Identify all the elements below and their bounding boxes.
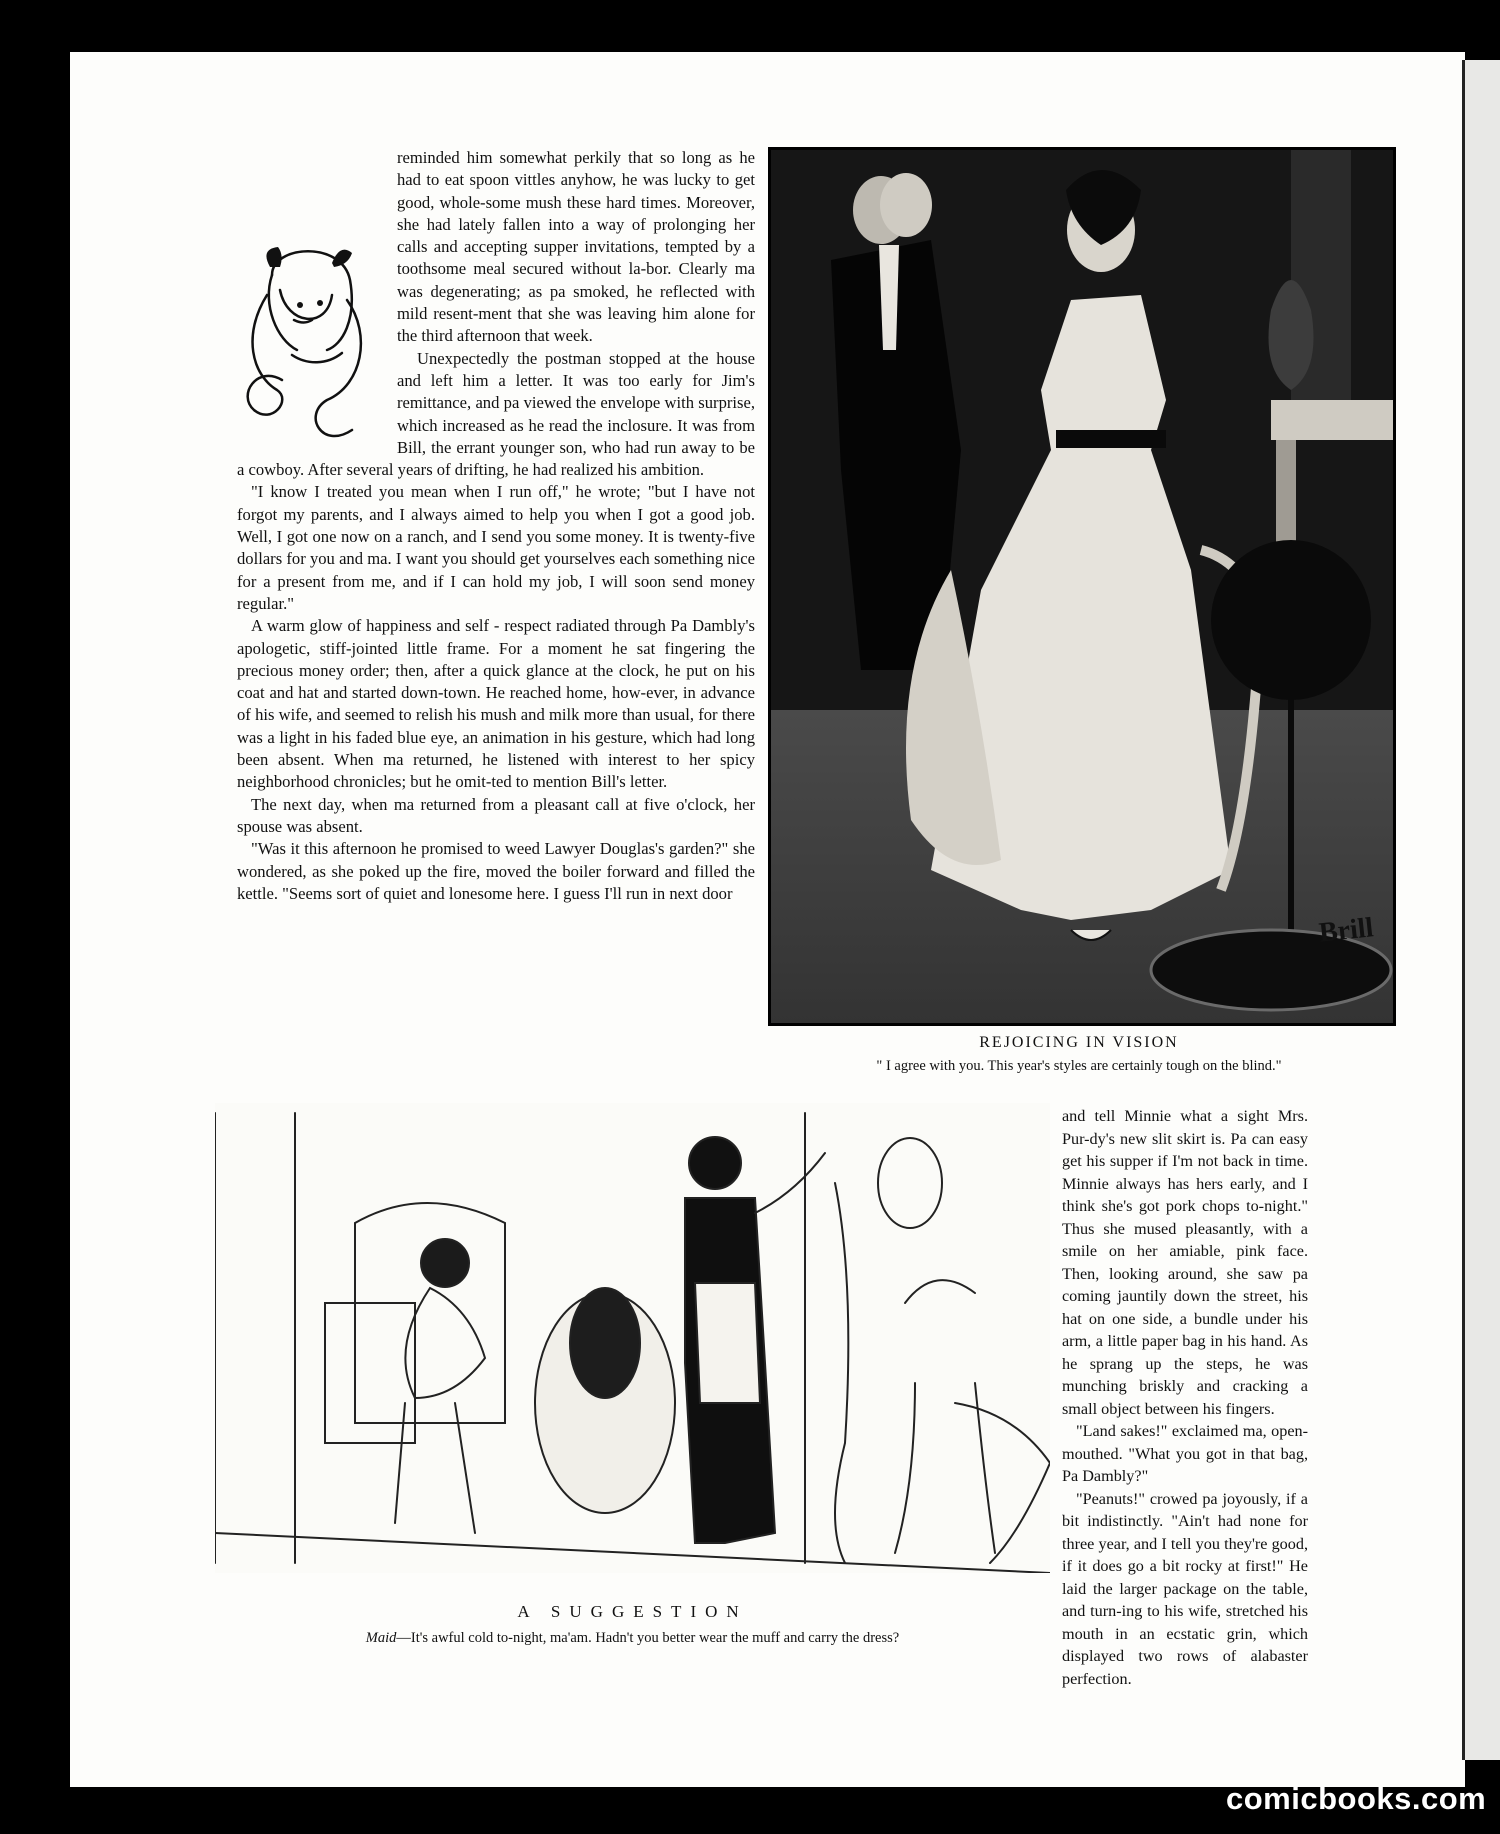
- illustration-caption-quote: [215, 1630, 1050, 1647]
- speaker-label: Maid: [365, 1630, 397, 1646]
- a-suggestion-illustration: [215, 1103, 1050, 1573]
- story-paragraph: "I know I treated you mean when I run off," he wrote; "but I have not forgot my parents, and I always aimed to help you when I got a good job. Well, I got one now on a ranch, and I send you some money. It is twenty-five dollars for you and ma. I want you should get yourselves each something nice for a present from me, and if I can hold my job, I will soon send money regular.": [237, 482, 755, 613]
- illustration-caption-title: A SUGGESTION: [517, 1602, 748, 1621]
- illustration-caption-quote: " I agree with you. This year's styles are certainly tough on the blind.": [876, 1058, 1282, 1074]
- paragraph-text: reminded him somewhat perkily that so long as he had to eat spoon vittles anyhow, he was lucky to get good, whole-some mush these hard times. Moreover, she had lately fallen into a way of prolonging her calls and accepting supper invitations, tempted by a toothsome meal secured without la-bor. Clearly ma was degenerating; as pa smoked, he reflected with mild resent-ment that she was leaving him alone for the third afternoon that week.: [397, 148, 755, 346]
- story-paragraph: The next day, when ma returned from a pleasant call at five o'clock, her spouse was absent.: [237, 794, 755, 836]
- illustration-caption-title: REJOICING IN VISION: [979, 1034, 1179, 1051]
- caption-dialogue: —It's awful cold to-night, ma'am. Hadn't you better wear the muff and carry the dress?: [396, 1630, 900, 1646]
- story-paragraph: and tell Minnie what a sight Mrs. Pur-dy's new slit skirt is. Pa can easy get his supper if I'm not back in time. Minnie always has hers early, and I think she's got pork chops to-night." Thus she mused pleasantly, with a smile on her amiable, pink face. Then, looking around, she saw pa coming jauntily down the street, his hat on one side, a bundle under his arm, a little paper bag in his hand. As he sprang up the steps, he was munching briskly and cracking a small object between his fingers.: [1062, 1107, 1308, 1418]
- artist-signature: Brill: [1317, 912, 1375, 949]
- story-paragraph: Unexpectedly the postman stopped at the house and left him a letter. It was too early for Jim's remittance, and pa viewed the envelope with surprise, which increased as he read the inclosure. It was from Bill, the errant younger son, who had run away to be a cowboy. After several years of drifting, he had realized his ambition.: [237, 348, 755, 480]
- story-paragraph: "Was it this afternoon he promised to weed Lawyer Douglas's garden?" she wondered, as she poked up the fire, moved the boiler forward and filled the kettle. "Seems sort of quiet and lonesome here. I guess I'll run in next door: [237, 839, 755, 903]
- site-watermark: comicbooks.com: [1226, 1781, 1487, 1816]
- story-paragraph: "Peanuts!" crowed pa joyously, if a bit indistinctly. "Ain't had none for three year, and I tell you they're good, if it does go a bit rocky at first!" He laid the larger package on the table, and turn-ing to his wife, stretched his mouth in an ecstatic grin, which displayed two rows of alabaster perfection.: [1062, 1489, 1308, 1688]
- story-column-right: [1062, 1105, 1308, 1690]
- story-paragraph: A warm glow of happiness and self - respect radiated through Pa Dambly's apologetic, stiff-jointed little frame. For a moment he sat fingering the precious money order; then, after a quick glance at the clock, he put on his coat and hat and started down-town. He reached home, how-ever, in advance of his wife, and seemed to relish his mush and milk more than usual, for there was a light in his faded blue eye, an animation in his gesture, which had long been absent. When ma returned, he listened with interest to her spicy neighborhood chronicles; but he omit-ted to mention Bill's letter.: [237, 616, 755, 792]
- story-paragraph: "Land sakes!" exclaimed ma, open-mouthed. "What you got in that bag, Pa Dambly?": [1062, 1422, 1308, 1485]
- rejoicing-in-vision-illustration: [768, 147, 1396, 1026]
- girl-vignette-illustration: [232, 225, 382, 465]
- facing-page-edge: [1462, 60, 1500, 1760]
